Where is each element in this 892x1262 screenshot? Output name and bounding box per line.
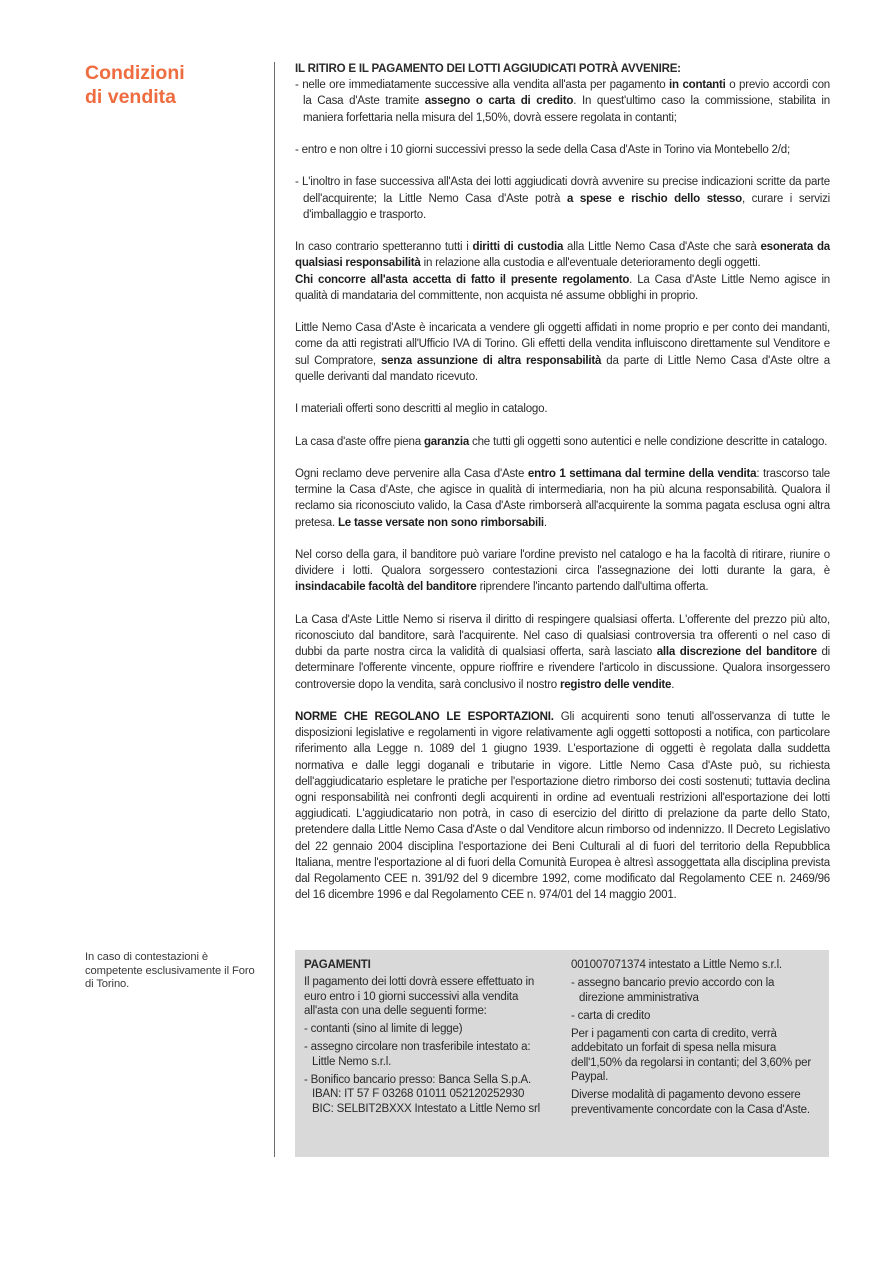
payment-method-item xyxy=(304,1073,550,1116)
garanzia-paragraph xyxy=(295,434,830,450)
emphasis: in contanti xyxy=(669,79,726,92)
esportazioni-paragraph xyxy=(295,709,830,903)
text: - L'inoltro in fase successiva all'Asta dei lotti aggiudicati dovrà avvenire su precise indicazioni scritte da parte dell'acquirente; la Little Nemo Casa d'Aste potrà xyxy=(295,176,830,205)
text: . La Casa d'Aste Little Nemo agisce in qualità di mandataria del committente, non acquista né assume obblighi in proprio. xyxy=(295,273,830,302)
text: : trascorso tale termine la Casa d'Aste, che agisce in qualità di intermediaria, non ha più alcuna responsabilità. Qualora il reclamo sia riconosciuto valido, la Casa d'Aste rimborserà all'acquirente la somma pagata esclusa ogni altra pretesa. xyxy=(295,467,830,529)
incarico-paragraph xyxy=(295,320,830,385)
payment-method-item: - assegno circolare non trasferibile intestato a: Little Nemo s.r.l. xyxy=(304,1041,531,1068)
materiali-paragraph: I materiali offerti sono descritti al meglio in catalogo. xyxy=(295,403,548,416)
text: alla Little Nemo Casa d'Aste che sarà xyxy=(563,241,761,254)
text: In caso contrario spetteranno tutti i xyxy=(295,241,473,254)
text: . xyxy=(543,516,547,529)
custodia-paragraph xyxy=(295,239,830,271)
emphasis: esonerata da qualsiasi responsabilità xyxy=(295,241,830,270)
other-methods-note: Diverse modalità di pagamento devono essere preventivamente concordate con la Casa d'Aste. xyxy=(571,1089,810,1116)
text: riprendere l'incanto partendo dall'ultima offerta. xyxy=(476,581,709,594)
section-title-line-2: di vendita xyxy=(85,86,177,108)
payment-method-item: - carta di credito xyxy=(571,1009,651,1022)
payment-method-item: - contanti (sino al limite di legge) xyxy=(304,1023,463,1036)
text: , curare i servizi d'imballaggio e trasporto. xyxy=(303,192,831,221)
regolamento-paragraph xyxy=(295,272,830,304)
text: La casa d'aste offre piena xyxy=(295,435,424,448)
emphasis: diritti di custodia xyxy=(472,241,564,254)
ritiro-bullet-inoltro xyxy=(295,174,830,223)
emphasis: Chi concorre all'asta accetta di fatto il presente regolamento xyxy=(295,273,630,286)
text: Little Nemo Casa d'Aste è incaricata a vendere gli oggetti affidati in nome proprio e per conto dei mandanti, come da atti registrati all'Ufficio IVA di Torino. Gli effetti della vendita influiscono direttamente sul Venditore e sul Compratore, xyxy=(295,322,830,367)
vertical-divider xyxy=(274,62,275,1157)
credit-card-note: Per i pagamenti con carta di credito, verrà addebitato un forfait di spesa nella misura dell'1,50% da regolarsi in contanti; del 3,60% per Paypal. xyxy=(571,1028,811,1084)
text: che tutti gli oggetti sono autentici e nelle condizione descritte in catalogo. xyxy=(469,435,828,448)
payment-method-item: - assegno bancario previo accordo con la direzione amministrativa xyxy=(571,977,775,1004)
text: - nelle ore immediatamente successive alla vendita all'asta per pagamento xyxy=(295,79,670,92)
section-title xyxy=(85,61,265,109)
text: . In quest'ultimo caso la commissione, stabilita in maniera forfettaria nella misura del 1,50%, dovrà essere regolata in contanti; xyxy=(303,95,830,124)
emphasis: alla discrezione del banditore xyxy=(656,646,817,659)
offerte-paragraph xyxy=(295,612,830,693)
ritiro-heading: IL RITIRO E IL PAGAMENTO DEI LOTTI AGGIUDICATI POTRÀ AVVENIRE: xyxy=(295,63,681,75)
payments-box xyxy=(295,950,829,1157)
emphasis: Le tasse versate non sono rimborsabili xyxy=(337,516,544,529)
bic: BIC: SELBIT2BXXX Intestato a Little Nemo srl xyxy=(312,1102,541,1115)
emphasis: garanzia xyxy=(423,435,470,448)
section-title-line-1: Condizioni xyxy=(85,62,185,84)
emphasis: insindacabile facoltà del banditore xyxy=(295,581,477,594)
text: di determinare l'offerente vincente, oppure rioffrire e rivendere l'articolo in discussione. Qualora insorgessero controversie dopo la vendita, sarà conclusivo il nostro xyxy=(295,646,830,691)
conditions-body xyxy=(295,61,830,920)
emphasis: assegno o carta di credito xyxy=(424,95,574,108)
reclamo-paragraph xyxy=(295,466,830,531)
emphasis: registro delle vendite xyxy=(559,678,672,691)
ritiro-section xyxy=(295,61,830,304)
text: - Bonifico bancario presso: Banca Sella S.p.A. xyxy=(304,1074,531,1087)
text: in relazione alla custodia e all'eventuale deterioramento degli oggetti. xyxy=(420,257,761,270)
payments-column-left xyxy=(304,958,550,1120)
emphasis: senza assunzione di altra responsabilità xyxy=(380,354,602,367)
gara-paragraph xyxy=(295,547,830,596)
jurisdiction-note: In caso di contestazioni è competente esclusivamente il Foro di Torino. xyxy=(85,951,255,991)
iban: IBAN: IT 57 F 03268 01011 052120252930 xyxy=(312,1088,525,1101)
payments-heading: PAGAMENTI xyxy=(304,959,371,971)
emphasis: entro 1 settimana dal termine della vendita xyxy=(527,467,757,480)
emphasis: NORME CHE REGOLANO LE ESPORTAZIONI. xyxy=(295,710,554,723)
text: da parte di Little Nemo Casa d'Aste oltre a quelle derivanti dal mandato ricevuto. xyxy=(295,354,830,383)
text: Gli acquirenti sono tenuti all'osservanza di tutte le disposizioni legislative e regolamenti in vigore relativamente agli oggetti sottoposti a notifica, con particolare riferimento alla Legge n. 1089 del 1 giugno 1939. L'esportazione di oggetti è regolata dalla suddetta normativa e dalle leggi doganali e tributarie in vigore. Little Nemo Casa d'Aste può, su richiesta dell'aggiudicatario espletare le pratiche per l'esportazione dietro rimborso dei costi sostenuti; tuttavia declina ogni responsabilità nei confronti degli acquirenti in ordine ad eventuali restrizioni all'esportazione dei lotti aggiudicati. L'aggiudicatario non potrà, in caso di esercizio del diritto di prelazione da parte dello Stato, pretendere dalla Little Nemo Casa d'Aste o dal Venditore alcun rimborso od indennizzo. Il Decreto Legislativo del 22 gennaio 2004 disciplina l'esportazione dei Beni Culturali al di fuori del territorio della Repubblica Italiana, mentre l'esportazione al di fuori della Comunità Europea è altresì assoggettata alla disciplina prevista dal Regolamento CEE n. 391/92 del 9 dicembre 1992, come modificato dal Regolamento CEE n. 2469/96 del 16 dicembre 1996 e dal Regolamento CEE n. 974/01 del 14 maggio 2001. xyxy=(295,710,830,902)
ritiro-bullet-sede: - entro e non oltre i 10 giorni successivi presso la sede della Casa d'Aste in Torino via Montebello 2/d; xyxy=(295,144,790,156)
text: Ogni reclamo deve pervenire alla Casa d'Aste xyxy=(295,467,528,480)
payments-intro: Il pagamento dei lotti dovrà essere effettuato in euro entro i 10 giorni successivi alla vendita all'asta con una delle seguenti forme: xyxy=(304,976,535,1017)
text: . xyxy=(671,678,675,691)
ritiro-bullet-contanti xyxy=(295,77,830,126)
payments-column-right xyxy=(571,958,817,1121)
emphasis: a spese e rischio dello stesso xyxy=(566,192,742,205)
text: o previo accordi con la Casa d'Aste tramite xyxy=(303,79,830,108)
text: La Casa d'Aste Little Nemo si riserva il diritto di respingere qualsiasi offerta. L'offerente del prezzo più alto, riconosciuto dal banditore, sarà l'acquirente. Nel caso di qualsiasi controversia tra offerenti o nel caso di dubbi da parte nostra circa la validità di qualsiasi offerta, sarà lasciato xyxy=(295,613,830,659)
text: Nel corso della gara, il banditore può variare l'ordine previsto nel catalogo e ha la facoltà di ritirare, riunire o dividere i lotti. Qualora sorgessero contestazioni circa l'assegnazione dei lotti durante la gara, è xyxy=(295,548,830,578)
account-number: 001007071374 intestato a Little Nemo s.r.l. xyxy=(571,959,782,971)
